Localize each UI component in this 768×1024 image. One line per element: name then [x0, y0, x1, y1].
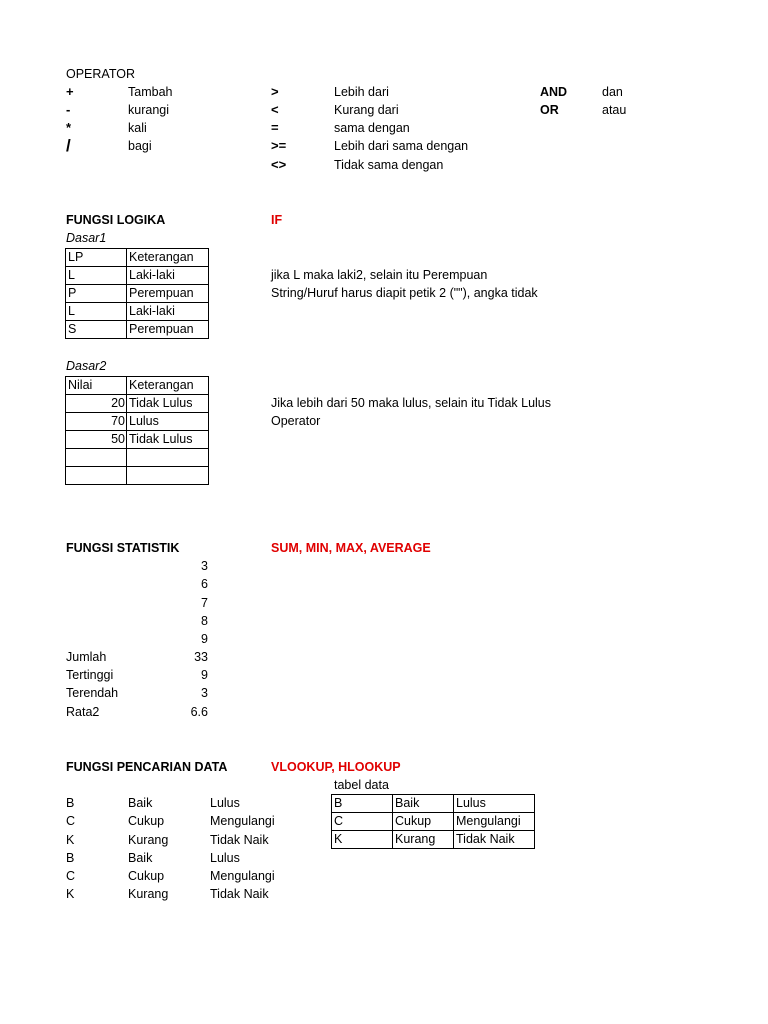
table-row — [332, 795, 535, 813]
operator-title: OPERATOR — [66, 67, 135, 81]
lookup-grade: Cukup — [128, 869, 165, 883]
lookup-code: K — [66, 833, 75, 847]
op-divide-label: bagi — [128, 139, 152, 153]
op-plus-label: Tambah — [128, 85, 173, 99]
table-row — [332, 813, 535, 831]
lookup-status: Mengulangi — [210, 869, 275, 883]
stat-result-label: Rata2 — [66, 705, 100, 719]
op-gte-label: Lebih dari sama dengan — [334, 139, 469, 153]
lookup-grade: Baik — [128, 851, 153, 865]
lookup-status: Tidak Naik — [210, 887, 269, 901]
dasar2-table — [65, 376, 209, 485]
pencarian-function: VLOOKUP, HLOOKUP — [271, 760, 401, 774]
stat-result-label: Jumlah — [66, 650, 107, 664]
table-cell: B — [332, 795, 393, 813]
table-cell: Cukup — [393, 813, 454, 831]
stat-value: 9 — [201, 632, 208, 646]
op-eq-symbol: = — [271, 120, 279, 135]
op-neq-symbol: <> — [271, 157, 287, 172]
table-header-row — [66, 249, 209, 267]
op-eq-label: sama dengan — [334, 121, 410, 135]
table-cell: Laki-laki — [127, 267, 209, 285]
lookup-code: B — [66, 851, 75, 865]
lookup-code: C — [66, 814, 76, 828]
op-gt-label: Lebih dari — [334, 85, 389, 99]
table-cell — [66, 449, 127, 467]
op-or-symbol: OR — [540, 103, 559, 117]
table-cell: L — [66, 303, 127, 321]
stat-value: 7 — [201, 596, 208, 610]
header-cell: Nilai — [66, 377, 127, 395]
table-cell: Perempuan — [127, 285, 209, 303]
stat-result-label: Terendah — [66, 686, 119, 700]
lookup-grade: Kurang — [128, 833, 169, 847]
pencarian-title: FUNGSI PENCARIAN DATA — [66, 760, 228, 774]
logika-title: FUNGSI LOGIKA — [66, 213, 166, 227]
table-cell — [127, 449, 209, 467]
lookup-code: B — [66, 796, 75, 810]
lookup-grade: Baik — [128, 796, 153, 810]
dasar1-note-2: String/Huruf harus diapit petik 2 (""), angka tidak — [271, 286, 538, 300]
stat-result-label: Tertinggi — [66, 668, 114, 682]
stat-result-value: 6.6 — [190, 705, 208, 719]
table-cell — [66, 467, 127, 485]
table-cell: S — [66, 321, 127, 339]
table-row — [66, 431, 209, 449]
stat-value: 6 — [201, 577, 208, 591]
op-divide-symbol: / — [66, 136, 71, 155]
op-times-symbol: * — [66, 120, 72, 135]
table-cell: K — [332, 831, 393, 849]
table-cell: Lulus — [454, 795, 535, 813]
table-row — [332, 831, 535, 849]
lookup-status: Tidak Naik — [210, 833, 269, 847]
table-cell: P — [66, 285, 127, 303]
stat-value: 8 — [201, 614, 208, 628]
op-times-label: kali — [128, 121, 147, 135]
stat-result-value: 3 — [201, 686, 208, 700]
table-cell: Lulus — [127, 413, 209, 431]
op-gt-symbol: > — [271, 84, 279, 99]
table-cell: Tidak Lulus — [127, 395, 209, 413]
header-cell: LP — [66, 249, 127, 267]
table-row — [66, 321, 209, 339]
op-minus-label: kurangi — [128, 103, 169, 117]
table-row — [66, 285, 209, 303]
lookup-code: C — [66, 869, 76, 883]
table-cell: L — [66, 267, 127, 285]
table-cell: Kurang — [393, 831, 454, 849]
op-and-symbol: AND — [540, 85, 568, 99]
op-lt-label: Kurang dari — [334, 103, 399, 117]
lookup-grade: Cukup — [128, 814, 165, 828]
stat-value: 3 — [201, 559, 208, 573]
dasar2-label: Dasar2 — [66, 359, 107, 373]
op-and-label: dan — [602, 85, 623, 99]
op-gte-symbol: >= — [271, 138, 287, 153]
lookup-status: Lulus — [210, 796, 240, 810]
statistik-title: FUNGSI STATISTIK — [66, 541, 180, 555]
lookup-status: Mengulangi — [210, 814, 275, 828]
tabel-data-label: tabel data — [334, 778, 389, 792]
table-cell: 50 — [66, 431, 127, 449]
table-row — [66, 303, 209, 321]
table-row — [66, 267, 209, 285]
dasar1-note-1: jika L maka laki2, selain itu Perempuan — [271, 268, 488, 282]
op-lt-symbol: < — [271, 102, 279, 117]
lookup-grade: Kurang — [128, 887, 169, 901]
tabel-data — [331, 794, 535, 849]
header-cell: Keterangan — [127, 249, 209, 267]
op-or-label: atau — [602, 103, 627, 117]
table-cell — [127, 467, 209, 485]
stat-result-value: 9 — [201, 668, 208, 682]
stat-result-value: 33 — [194, 650, 208, 664]
table-cell: Mengulangi — [454, 813, 535, 831]
op-plus-symbol: + — [66, 84, 74, 99]
logika-function: IF — [271, 213, 283, 227]
table-cell: 70 — [66, 413, 127, 431]
op-minus-symbol: - — [66, 102, 71, 117]
table-cell: 20 — [66, 395, 127, 413]
table-cell: Tidak Naik — [454, 831, 535, 849]
table-row — [66, 449, 209, 467]
table-cell: Laki-laki — [127, 303, 209, 321]
table-cell: C — [332, 813, 393, 831]
lookup-code: K — [66, 887, 75, 901]
dasar1-label: Dasar1 — [66, 231, 107, 245]
statistik-function: SUM, MIN, MAX, AVERAGE — [271, 541, 431, 555]
header-cell: Keterangan — [127, 377, 209, 395]
op-neq-label: Tidak sama dengan — [334, 158, 444, 172]
dasar2-note-1: Jika lebih dari 50 maka lulus, selain itu Tidak Lulus — [271, 396, 552, 410]
lookup-status: Lulus — [210, 851, 240, 865]
dasar1-table — [65, 248, 209, 339]
table-row — [66, 467, 209, 485]
table-header-row — [66, 377, 209, 395]
table-row — [66, 395, 209, 413]
table-row — [66, 413, 209, 431]
table-cell: Baik — [393, 795, 454, 813]
table-cell: Perempuan — [127, 321, 209, 339]
dasar2-note-2: Operator — [271, 414, 321, 428]
table-cell: Tidak Lulus — [127, 431, 209, 449]
